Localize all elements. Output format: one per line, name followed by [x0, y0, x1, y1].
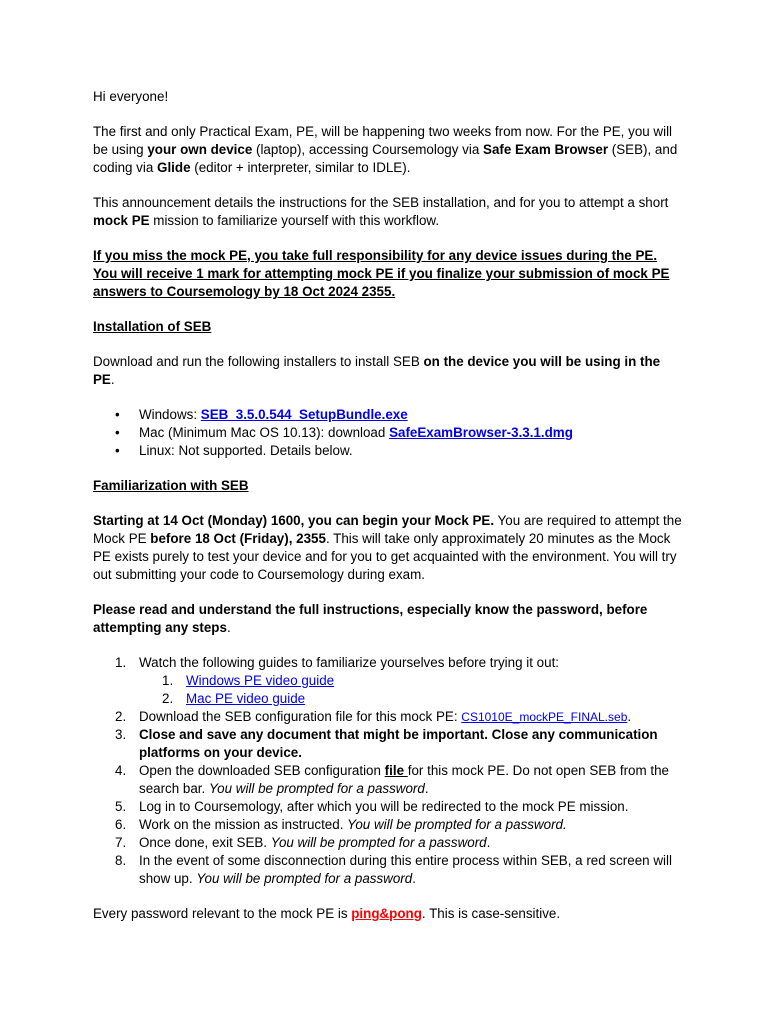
step-number: 8. [115, 853, 127, 868]
video-guide-item [139, 672, 683, 690]
step-text: Once done, exit SEB. [139, 835, 271, 850]
password-text: Every password relevant to the mock PE is [93, 906, 352, 921]
familiarization-heading-text: Familiarization with SEB [93, 478, 249, 493]
deadline-bold: before 18 Oct (Friday), 2355 [150, 531, 326, 546]
step-text: for this mock PE. Do not open SEB from the search bar. [139, 763, 669, 796]
announce-text: This announcement details the instructions for the SEB installation, and for you to attempt a short [93, 195, 669, 210]
password-value: ping&pong [351, 906, 422, 921]
announce-text: mission to familiarize yourself with this workflow. [149, 213, 440, 228]
step-number: 1. [162, 673, 174, 688]
bullet: • [115, 407, 120, 422]
step-text: In the event of some disconnection during this entire process within SEB, a red screen will show up. [139, 853, 672, 886]
familiarization-heading [93, 477, 683, 495]
step-number: 3. [115, 727, 127, 742]
step-text: . [412, 871, 416, 886]
step-text: Download the SEB configuration file for this mock PE: [139, 709, 462, 724]
step-item [93, 708, 683, 726]
step-number: 4. [115, 763, 127, 778]
familiarization-text: . This will take only approximately 20 minutes as the Mock PE exists purely to test your device and for you to get acquainted with the environment. You will try out submitting your code to Coursemology during exam. [93, 531, 677, 582]
video-guide-item [139, 690, 683, 708]
mac-installer-link[interactable]: SafeExamBrowser-3.3.1.dmg [389, 425, 573, 440]
installer-label: Windows: [139, 407, 201, 422]
step-text-bold-file: file [384, 763, 408, 778]
step-item [93, 798, 683, 816]
bullet: • [115, 425, 120, 440]
intro-text: The first and only Practical Exam, PE, will be happening two weeks from now. For the PE, you will be using [93, 124, 673, 157]
step-number: 7. [115, 835, 127, 850]
step-text: Log in to Coursemology, after which you will be redirected to the mock PE mission. [139, 799, 629, 814]
intro-bold-device: your own device [147, 142, 253, 157]
mac-video-guide-link[interactable]: Mac PE video guide [186, 691, 306, 706]
step-item [93, 816, 683, 834]
step-item [93, 762, 683, 798]
announcement-paragraph [93, 194, 683, 230]
intro-text: (editor + interpreter, similar to IDLE). [190, 160, 411, 175]
installer-item-mac [93, 424, 683, 442]
familiarization-paragraph [93, 512, 683, 584]
announcement-document [93, 88, 683, 940]
step-text-italic: You will be prompted for a password [208, 781, 425, 796]
step-number: 6. [115, 817, 127, 832]
familiarization-text: You are required to attempt the Mock PE [93, 513, 682, 546]
intro-text: (SEB), and coding via [93, 142, 678, 175]
step-text: Work on the mission as instructed. [139, 817, 348, 832]
step-text: Open the downloaded SEB configuration [139, 763, 385, 778]
installation-bold: on the device you will be using in the PE [93, 354, 661, 387]
installer-item-linux [93, 442, 683, 460]
password-paragraph [93, 905, 683, 923]
bullet: • [115, 443, 120, 458]
step-number: 1. [115, 655, 127, 670]
intro-bold-glide: Glide [157, 160, 191, 175]
step-item [93, 834, 683, 852]
seb-config-link[interactable]: CS1010E_mockPE_FINAL.seb [461, 710, 628, 724]
read-notice-text: . [226, 620, 231, 635]
step-item [93, 852, 683, 888]
greeting: Hi everyone! [93, 89, 169, 104]
step-item [93, 654, 683, 708]
step-text-italic: You will be prompted for a password. [347, 817, 567, 832]
installation-text: Download and run the following installers to install SEB [93, 354, 424, 369]
read-notice-bold: Please read and understand the full instructions, especially know the password, before attempting any steps [93, 602, 648, 635]
step-text: Watch the following guides to familiarize yourselves before trying it out: [139, 655, 560, 670]
warning-text: If you miss the mock PE, you take full responsibility for any device issues during the PE. You will receive 1 mark for attempting mock PE if you finalize your submission of mock PE answers to Coursemology by 18 Oct 2024 2355. [93, 248, 670, 299]
windows-installer-link[interactable]: SEB_3.5.0.544_SetupBundle.exe [200, 407, 408, 422]
intro-paragraph [93, 123, 683, 177]
steps-list [93, 654, 683, 888]
step-text: . [424, 781, 429, 796]
installation-heading-text: Installation of SEB [93, 319, 212, 334]
windows-video-guide-link[interactable]: Windows PE video guide [186, 673, 335, 688]
installation-paragraph [93, 353, 683, 389]
step-number: 5. [115, 799, 127, 814]
step-text: . [486, 835, 491, 850]
installer-label: Linux: Not supported. Details below. [139, 443, 353, 458]
warning-paragraph [93, 247, 683, 301]
step-number: 2. [162, 691, 174, 706]
password-text: . This is case-sensitive. [421, 906, 561, 921]
step-item [93, 726, 683, 762]
start-time-bold: Starting at 14 Oct (Monday) 1600, you can begin your Mock PE. [93, 513, 495, 528]
step-text-bold: Close and save any document that might be important. Close any communication platforms on your device. [139, 727, 658, 760]
step-text-italic: You will be prompted for a password [196, 871, 413, 886]
installer-list [93, 406, 683, 460]
installer-item-windows [93, 406, 683, 424]
intro-bold-seb: Safe Exam Browser [483, 142, 609, 157]
step-number: 2. [115, 709, 127, 724]
intro-text: (laptop), accessing Coursemology via [252, 142, 484, 157]
installer-label: Mac (Minimum Mac OS 10.13): download [139, 425, 390, 440]
video-guide-list [139, 672, 683, 708]
step-text-italic: You will be prompted for a password [270, 835, 487, 850]
installation-text: . [110, 372, 115, 387]
announce-bold-mock-pe: mock PE [93, 213, 150, 228]
step-text: . [627, 709, 632, 724]
read-notice [93, 601, 683, 637]
installation-heading [93, 318, 683, 336]
